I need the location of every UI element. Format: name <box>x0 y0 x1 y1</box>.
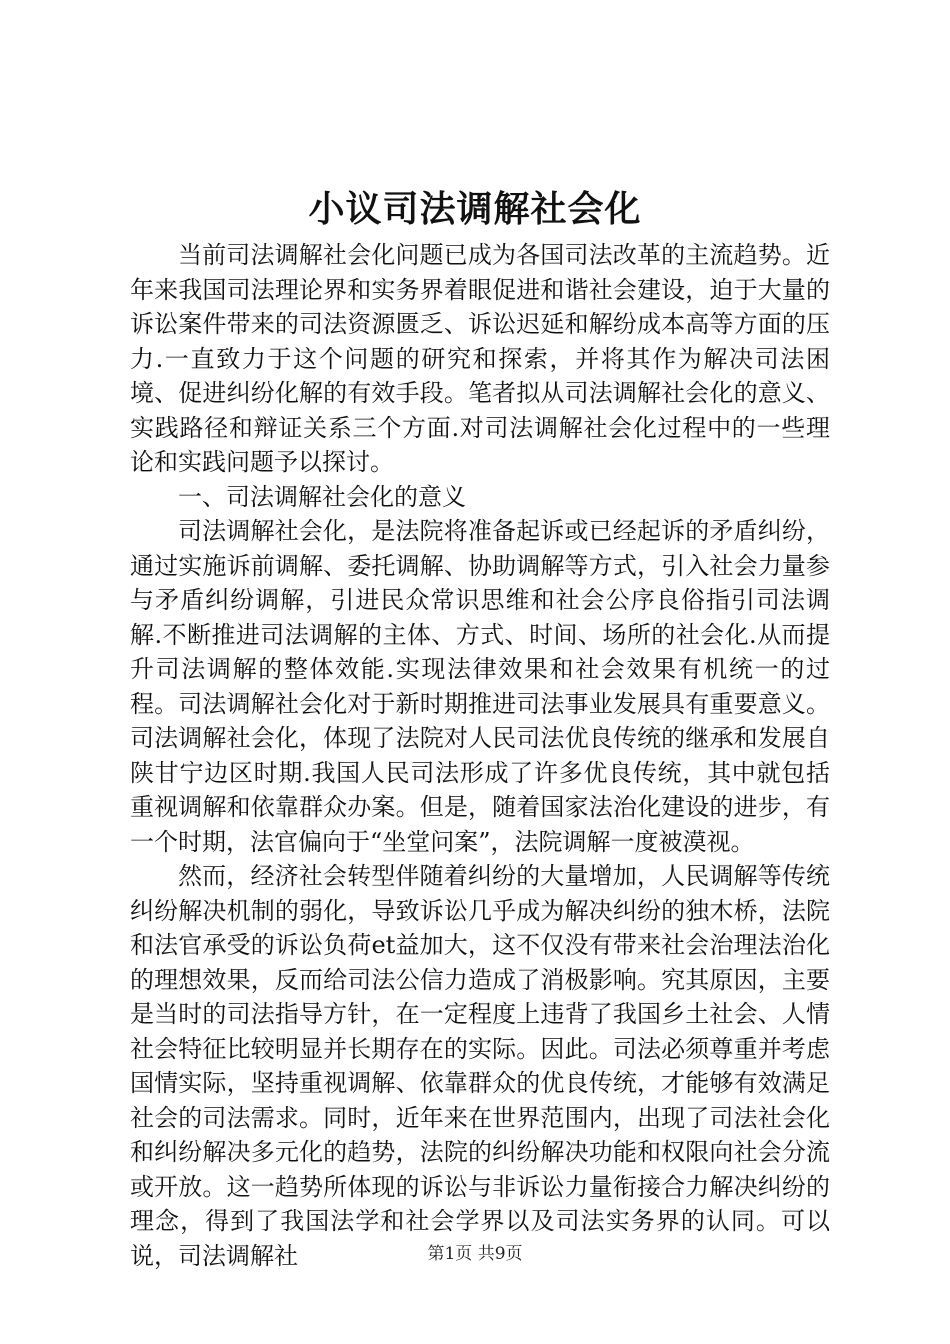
section-heading: 一、司法调解社会化的意义 <box>178 482 466 511</box>
paragraph-however: 然而，经济社会转型伴随着纠纷的大量增加，人民调解等传统纠纷解决机制的弱化，导致诉讼几乎成为解决纠纷的独木桥，法院和法官承受的诉讼负荷et益加大，这不仅没有带来社会治理法治化的理想效果，反而给司法公信力造成了消极影响。究其原因，主要是当时的司法指导方针，在一定程度上违背了我国乡土社会、人情社会特征比较明显并长期存在的实际。因此。司法必须尊重并考虑国情实际，坚持重视调解、依靠群众的优良传统，才能够有效满足社会的司法需求。同时，近年来在世界范围内，出现了司法社会化和纠纷解决多元化的趋势，法院的纠纷解决功能和权限向社会分流或开放。这一趋势所体现的诉讼与非诉讼力量衔接合力解决纠纷的理念，得到了我国法学和社会学界以及司法实务界的认同。可以说，司法调解社 <box>130 862 830 1270</box>
paragraph-intro: 当前司法调解社会化问题已成为各国司法改革的主流趋势。近年来我国司法理论界和实务界着眼促进和谐社会建设，迫于大量的诉讼案件带来的司法资源匮乏、诉讼迟延和解纷成本高等方面的压力.一直致力于这个问题的研究和探索，并将其作为解决司法困境、促进纠纷化解的有效手段。笔者拟从司法调解社会化的意义、实践路径和辩证关系三个方面.对司法调解社会化过程中的一些理论和实践问题予以探讨。 <box>130 241 830 476</box>
page-footer: 第1页 共9页 <box>427 1244 523 1264</box>
paragraph-meaning: 司法调解社会化，是法院将准备起诉或已经起诉的矛盾纠纷，通过实施诉前调解、委托调解、协助调解等方式，引入社会力量参与矛盾纠纷调解，引进民众常识思维和社会公序良俗指引司法调解.不断推进司法调解的主体、方式、时间、场所的社会化.从而提升司法调解的整体效能.实现法律效果和社会效果有机统一的过程。司法调解社会化对于新时期推进司法事业发展具有重要意义。司法调解社会化，体现了法院对人民司法优良传统的继承和发展自陕甘宁边区时期.我国人民司法形成了许多优良传统，其中就包括重视调解和依靠群众办案。但是，随着国家法治化建设的进步，有一个时期，法官偏向于“坐堂问案”，法院调解一度被漠视。 <box>130 517 830 856</box>
document-title: 小议司法调解社会化 <box>308 188 642 230</box>
document-body <box>130 238 830 1273</box>
